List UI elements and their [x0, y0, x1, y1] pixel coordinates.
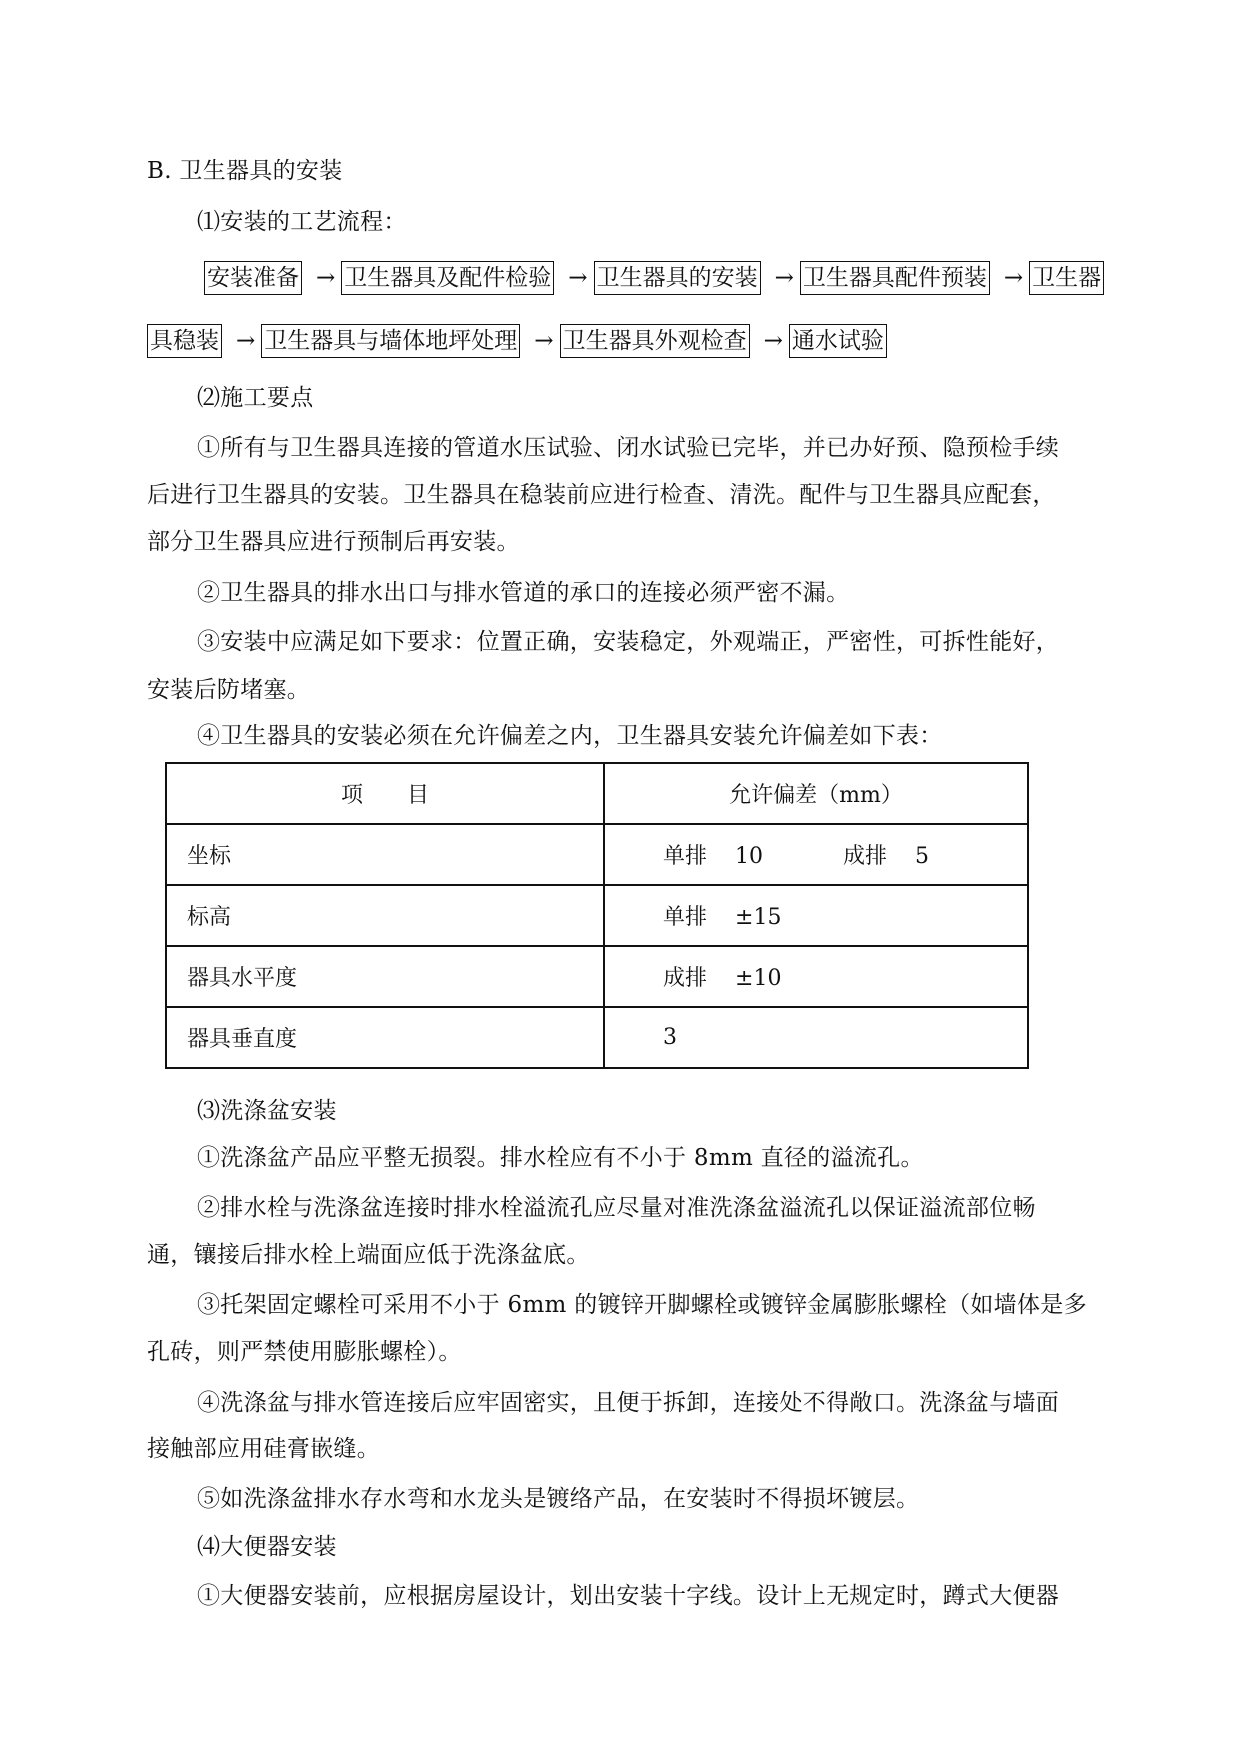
flow-step: 通水试验: [789, 324, 887, 358]
table-cell-value: [604, 824, 1028, 885]
flow-step: 卫生器具及配件检验: [341, 261, 554, 295]
table-cell-item: 器具垂直度: [166, 1007, 604, 1068]
tolerance-value: ±15: [735, 905, 782, 930]
tolerance-value: ±10: [735, 966, 782, 991]
paragraph-line: 孔砖，则严禁使用膨胀螺栓）。: [147, 1339, 462, 1365]
flow-step: 安装准备: [204, 261, 302, 295]
tolerance-table: [165, 762, 1029, 1069]
section-title: B. 卫生器具的安装: [147, 158, 343, 184]
tolerance-value: 5: [915, 844, 930, 869]
flow-step: 卫生器具配件预装: [800, 261, 990, 295]
tolerance-label: 单排: [663, 844, 708, 869]
flow-step: 卫生器具的安装: [594, 261, 761, 295]
flow-step: 卫生器具外观检查: [560, 324, 750, 358]
tolerance-value: 3: [663, 1025, 677, 1050]
table-row: [166, 946, 1028, 1007]
paragraph-line: ③安装中应满足如下要求：位置正确，安装稳定，外观端正，严密性，可拆性能好，: [197, 629, 1060, 655]
key-points-heading: ⑵施工要点: [197, 385, 314, 411]
arrow-icon: →: [316, 265, 336, 291]
table-row: [166, 885, 1028, 946]
arrow-icon: →: [1003, 265, 1024, 291]
table-cell-item: 器具水平度: [166, 946, 604, 1007]
table-header-row: [166, 763, 1028, 824]
paragraph-line: ①所有与卫生器具连接的管道水压试验、闭水试验已完毕，并已办好预、隐预检手续: [197, 435, 1060, 461]
tolerance-label: 单排: [663, 905, 708, 930]
arrow-icon: →: [763, 328, 783, 354]
process-heading: ⑴安装的工艺流程：: [197, 209, 407, 235]
flow-step: 卫生器: [1029, 261, 1104, 295]
paragraph-line: ②排水栓与洗涤盆连接时排水栓溢流孔应尽量对准洗涤盆溢流孔以保证溢流部位畅: [197, 1195, 1036, 1221]
paragraph-line: 安装后防堵塞。: [147, 677, 311, 703]
tolerance-label: 成排: [843, 844, 888, 869]
tolerance-value: 10: [735, 844, 764, 869]
paragraph-line: ③托架固定螺栓可采用不小于 6mm 的镀锌开脚螺栓或镀锌金属膨胀螺栓（如墙体是多: [197, 1292, 1087, 1318]
paragraph-line: 通，镶接后排水栓上端面应低于洗涤盆底。: [147, 1242, 590, 1268]
arrow-icon: →: [236, 328, 256, 354]
table-header-cell: 项 目: [166, 763, 604, 824]
basin-heading: ⑶洗涤盆安装: [197, 1098, 337, 1124]
tolerance-label: 成排: [663, 966, 708, 991]
arrow-icon: →: [774, 265, 794, 291]
table-row: [166, 1007, 1028, 1068]
paragraph-line: ④卫生器具的安装必须在允许偏差之内，卫生器具安装允许偏差如下表：: [197, 723, 943, 749]
paragraph-line: 接触部应用硅膏嵌缝。: [147, 1436, 380, 1462]
paragraph-line: ②卫生器具的排水出口与排水管道的承口的连接必须严密不漏。: [197, 580, 850, 606]
process-flow-row-2: [147, 324, 887, 358]
table-cell-value: [604, 946, 1028, 1007]
table-cell-value: [604, 1007, 1028, 1068]
paragraph-line: ④洗涤盆与排水管连接后应牢固密实，且便于拆卸，连接处不得敞口。洗涤盆与墙面: [197, 1390, 1060, 1416]
table-cell-item: 坐标: [166, 824, 604, 885]
table-cell-value: [604, 885, 1028, 946]
paragraph-line: ①大便器安装前，应根据房屋设计，划出安装十字线。设计上无规定时，蹲式大便器: [197, 1583, 1060, 1609]
paragraph-line: ⑤如洗涤盆排水存水弯和水龙头是镀络产品，在安装时不得损坏镀层。: [197, 1486, 920, 1512]
table-row: [166, 824, 1028, 885]
process-flow-row-1: [204, 261, 1104, 295]
table-cell-item: 标高: [166, 885, 604, 946]
flow-step: 具稳装: [147, 324, 222, 358]
paragraph-line: 部分卫生器具应进行预制后再安装。: [147, 529, 520, 555]
toilet-heading: ⑷大便器安装: [197, 1534, 337, 1560]
arrow-icon: →: [568, 265, 588, 291]
paragraph-line: ①洗涤盆产品应平整无损裂。排水栓应有不小于 8mm 直径的溢流孔。: [197, 1145, 924, 1171]
table-header-cell: 允许偏差（mm）: [604, 763, 1028, 824]
flow-step: 卫生器具与墙体地坪处理: [261, 324, 520, 358]
paragraph-line: 后进行卫生器具的安装。卫生器具在稳装前应进行检查、清洗。配件与卫生器具应配套，: [147, 482, 1056, 508]
arrow-icon: →: [534, 328, 554, 354]
